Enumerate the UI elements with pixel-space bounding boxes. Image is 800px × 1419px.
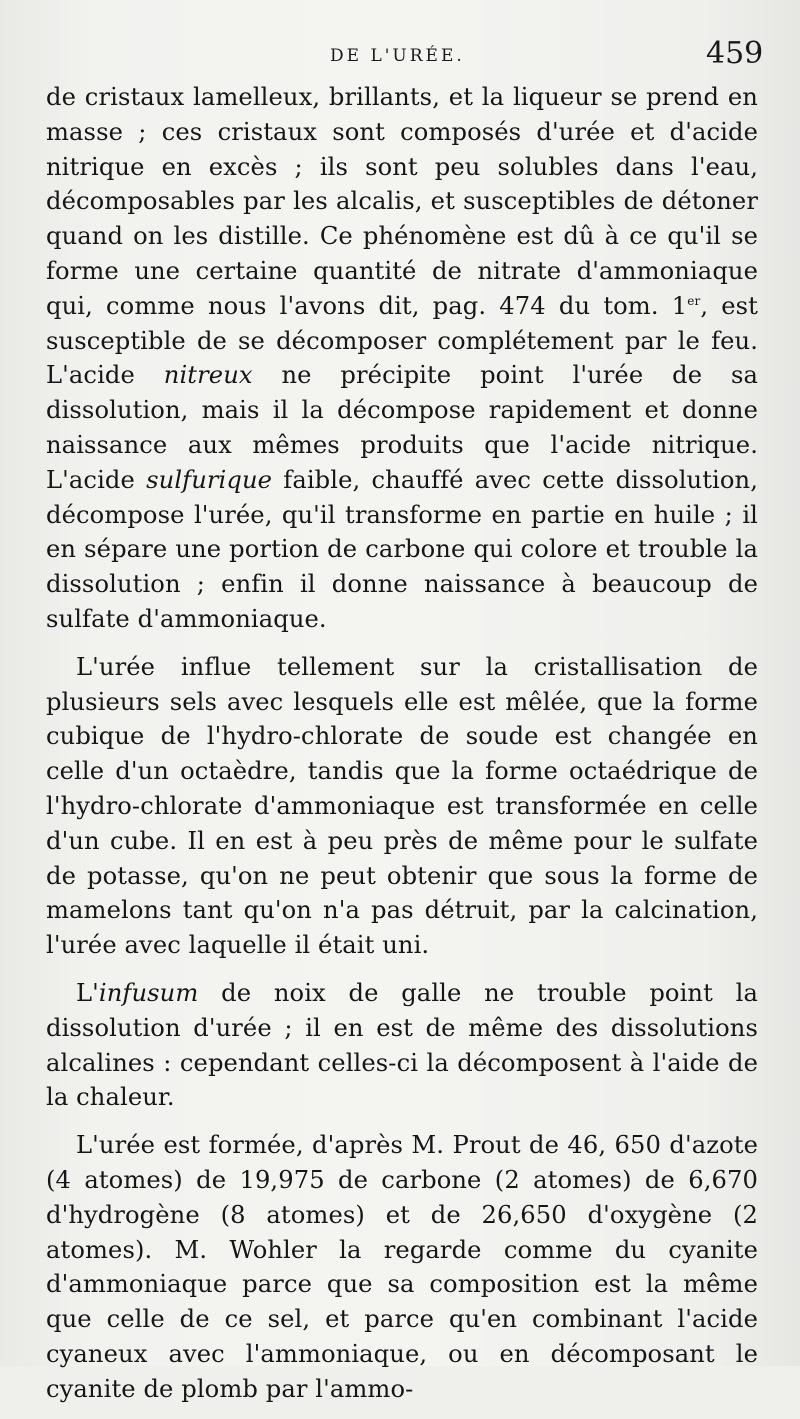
paragraph-gall-nut [46, 976, 758, 1115]
paragraph-nitric-acid [46, 80, 758, 637]
italic-term: sulfurique [146, 465, 273, 494]
paragraph-composition [46, 1128, 758, 1406]
text-run: ne précipite point l'urée de sa dissolution, mais il la décompose rapidement et donne naissance aux mêmes produits que l'acide nitrique. L'acide [46, 361, 759, 494]
running-head: DE L'URÉE. [330, 46, 465, 66]
text-run: L'urée influe tellement sur la cristallisation de plusieurs sels avec lesquels elle est mêlée, que la forme cubique de l'hydro-chlorate de soude est changée en celle d'un octaèdre, tandis que la forme octaédrique de l'hydro-chlorate d'ammoniaque est transformée en celle d'un cube. Il en est à peu près de même pour le sulfate de potasse, qu'on ne peut obtenir que sous la forme de mamelons tant qu'on n'a pas détruit, par la calcination, l'urée avec laquelle il était uni. [46, 652, 758, 960]
paragraph-crystallization [46, 650, 758, 963]
page-header [0, 34, 800, 84]
superscript: er [687, 293, 701, 308]
page-number: 459 [706, 36, 764, 71]
italic-term: nitreux [163, 361, 253, 390]
text-run: de noix de galle ne trouble point la dissolution d'urée ; il en est de même des dissolutions alcalines : cependant celles-ci la décomposent à l'aide de la chaleur. [46, 978, 758, 1112]
text-run: L' [76, 978, 99, 1007]
page-body [46, 80, 758, 1419]
text-run: faible, chauffé avec cette dissolution, décompose l'urée, qu'il transforme en partie en huile ; il en sépare une portion de carbone qui colore et trouble la dissolution ; enfin il donne naissance à beaucoup de sulfate d'ammoniaque. [46, 465, 758, 633]
text-run: L'urée est formée, d'après M. Prout de 46, 650 d'azote (4 atomes) de 19,975 de carbone (2 atomes) de 6,670 d'hydrogène (8 atomes) et de 26,650 d'oxygène (2 atomes). M. Wohler la regarde comme du cyanite d'ammoniaque parce que sa composition est la même que celle de ce sel, et parce qu'en combinant l'acide cyaneux avec l'ammoniaque, ou en décomposant le cyanite de plomb par l'ammo- [46, 1131, 758, 1403]
italic-term: infusum [98, 978, 199, 1007]
text-run: , est susceptible de se décomposer complétement par le feu. L'acide [46, 291, 758, 390]
text-run: de cristaux lamelleux, brillants, et la liqueur se prend en masse ; ces cristaux sont composés d'urée et d'acide nitrique en excès ; ils sont peu solubles dans l'eau, décomposables par les alcalis, et susceptibles de détoner quand on les distille. Ce phénomène est dû à ce qu'il se forme une certaine quantité de nitrate d'ammoniaque qui, comme nous l'avons dit, pag. 474 du tom. 1 [46, 83, 758, 320]
